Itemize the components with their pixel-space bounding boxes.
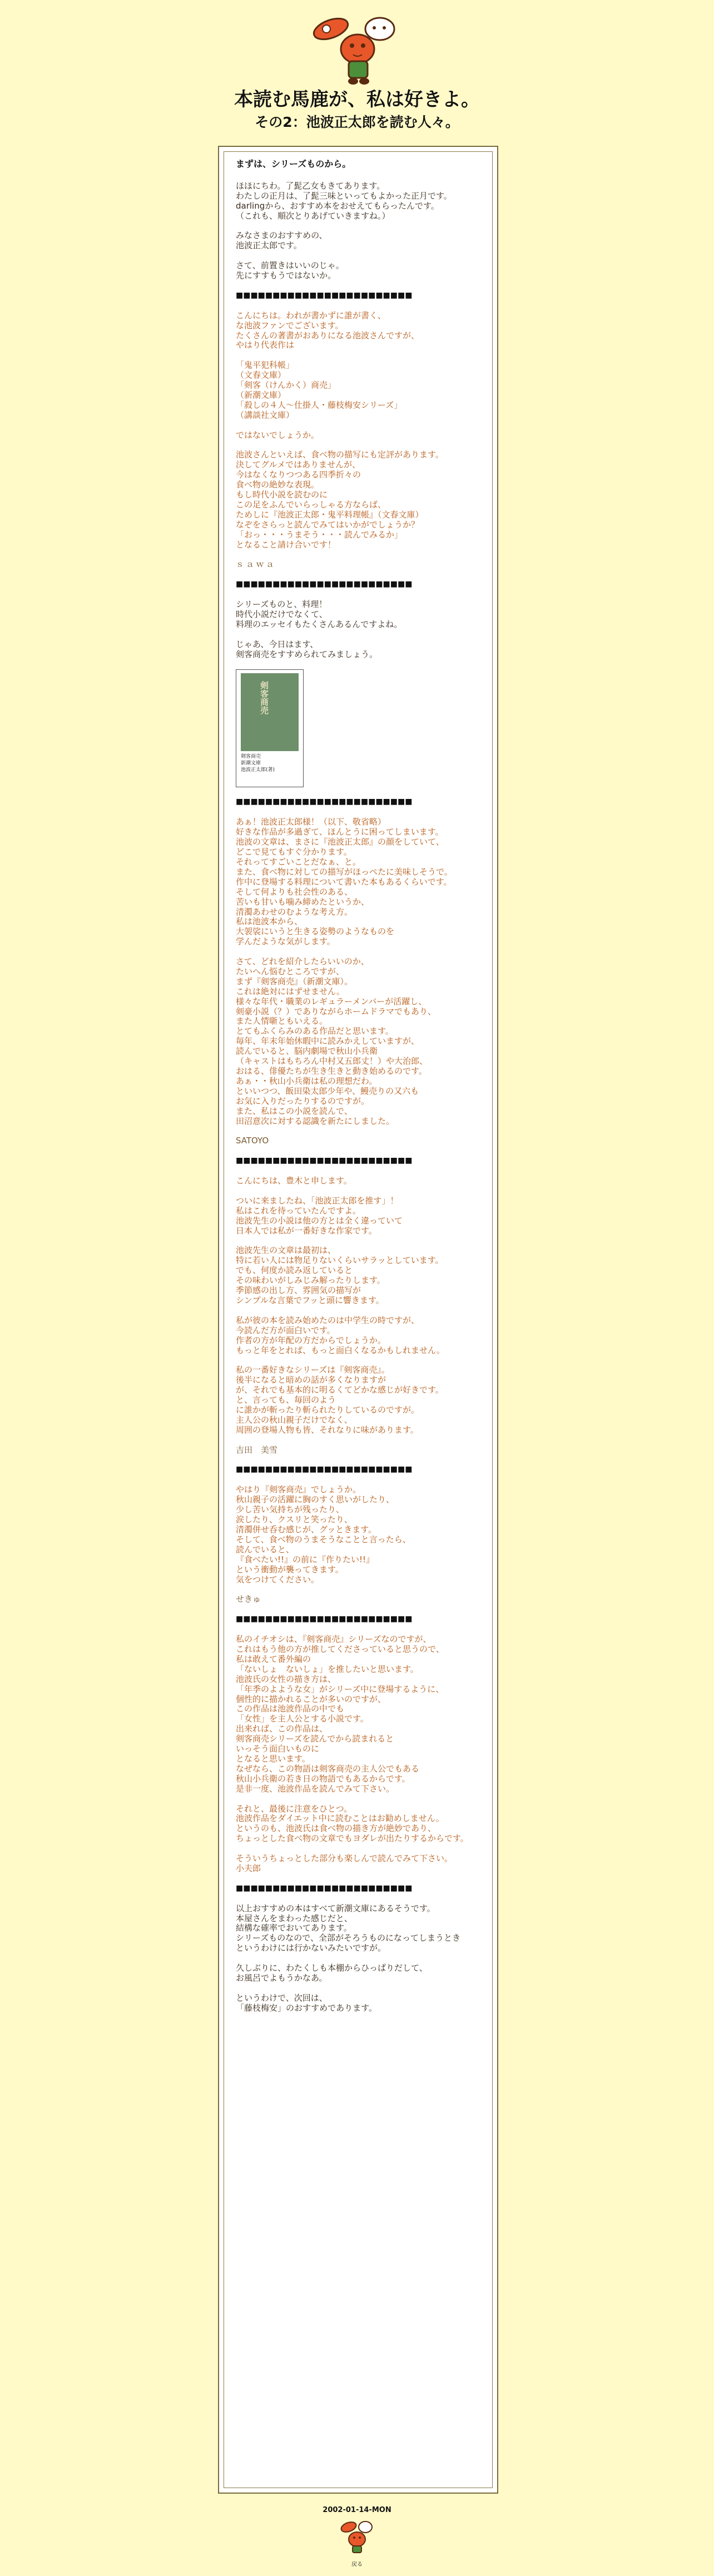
editor-paragraph: ほほにちわ。了髭乙女もきてあります。 わたしの正月は、了髭三味といってもよかった正月です。 darlingから、おすすめ本をおせえてもらったんです。 （これも、順次とりあげていきますね。） bbox=[236, 180, 452, 221]
section-separator: ■■■■■■■■■■■■■■■■■■■■■■■■ bbox=[236, 1156, 413, 1166]
contributor-signature: 吉田 美雪 bbox=[236, 1444, 278, 1455]
reader-comment-paragraph: それと、最後に注意をひとつ。 池波作品をダイエット中に読むことはお勧めしません。 というのも、池波氏は食べ物の描き方が絶妙であり、 ちょっとした食べ物の文章でもヨダレが出たりするからです。 bbox=[236, 1803, 469, 1844]
back-mascot-icon[interactable] bbox=[339, 2518, 375, 2557]
reader-comment-paragraph: あぁ！池波正太郎様！（以下、敬省略） 好きな作品が多過ぎて、ほんとうに困ってしまいます。 池波の文章は、まさに『池波正太郎』の顔をしていて、 どこで見てもすぐ分かります。 それってすごいことだなぁ、と。 また、食べ物に対しての描写がほっぺたに美味しそうで。 作中に登場する料理について書いた本もあるくらいです。 そして何よりも社会性のある、 苦いも甘いも噛み締めたというか、 清濁あわせのむような考え方。 私は池波本から、 大袈裟にいうと生きる姿勢のようなものを 学んだような気がします。 bbox=[236, 817, 453, 947]
editor-paragraph: 以上おすすめの本はすべて新潮文庫にあるそうです。 本屋さんをまわった感じだと、 結構な確率でおいてあります。 シリーズものなので、全部がそろうものになってしまうとき というわけには行かないみたいですが。 bbox=[236, 1903, 460, 1953]
page-subtitle: その2：池波正太郎を読む人々。 bbox=[255, 114, 459, 130]
reader-comment-paragraph: ではないでしょうか。 bbox=[236, 430, 320, 440]
reader-comment-paragraph: 池波先生の文章は最初は、 特に若い人には物足りないくらいサラッとしています。 でも、何度か読み返していると その味わいがしみじみ解ったりします。 季節感の出し方、雰囲気の描写が シンプルな言葉でフッと頭に響きます。 bbox=[236, 1245, 444, 1305]
post-date: 2002-01-14-MON bbox=[323, 2506, 391, 2514]
mascot-illustration bbox=[309, 12, 406, 87]
section-separator: ■■■■■■■■■■■■■■■■■■■■■■■■ bbox=[236, 1465, 413, 1474]
section-separator: ■■■■■■■■■■■■■■■■■■■■■■■■ bbox=[236, 1615, 413, 1624]
reader-comment-paragraph: こんにちは。われが書かずに誰が書く、 な池波ファンでございます。 たくさんの著書がおありになる池波さんですが、 やはり代表作は bbox=[236, 310, 420, 351]
reader-comment-paragraph: こんにちは、豊木と申します。 bbox=[236, 1176, 352, 1186]
article-frame bbox=[218, 146, 498, 2494]
book-cover-image[interactable] bbox=[236, 669, 304, 787]
reader-comment-paragraph: 私が彼の本を読み始めたのは中学生の時ですが、 今読んだ方が面白いです。 作者の方が年配の方だからでしょうか。 もっと年をとれば、もっと面白くなるかもしれません。 bbox=[236, 1315, 445, 1355]
page-title: 本読む馬鹿が、私は好きよ。 bbox=[234, 88, 480, 111]
editor-paragraph: じゃあ、今日はます、 剣客商売をすすめられてみましょう。 bbox=[236, 639, 378, 659]
contributor-signature: ｓａｗａ bbox=[236, 559, 276, 570]
section-heading: まずは、シリーズものから。 bbox=[236, 159, 351, 169]
reader-comment-paragraph: 私の一番好きなシリーズは『剣客商売』。 後半になると暗めの話が多くなりますが が、それでも基本的に明るくてどかな感じが好きです。 と、言っても、毎回のよう に誰かが斬ったり斬られたりしているのですが。 主人公の秋山親子だけでなく、 周囲の登場人物も皆、それなりに味があります。 bbox=[236, 1365, 444, 1435]
section-separator: ■■■■■■■■■■■■■■■■■■■■■■■■ bbox=[236, 580, 413, 589]
reader-comment-paragraph: 池波さんといえば、食べ物の描写にも定評があります。 決してグルメではありませんが、 今はなくなりつつある四季折々の 食べ物の絶妙な表現。 もし時代小説を読むのに この足をふんでいらっしゃる方ならば、 ためしに『池波正太郎・鬼平料理帳』（文春文庫） なぞをさらっと読んでみてはいかがでしょうか？ 「おっ・・・うまそう・・・読んでみるか」 となること請け合いです！ bbox=[236, 450, 444, 550]
section-separator: ■■■■■■■■■■■■■■■■■■■■■■■■ bbox=[236, 797, 413, 807]
reader-comment-paragraph: さて、どれを紹介したらいいのか、 たいへん悩むところですが、 まず『剣客商売』（新潮文庫）。 これは絶対にはずせません。 様々な年代・職業のレギュラーメンバーが活躍し、 剣豪小説（？）でありながらホームドラマでもあり、 また人情噺ともいえる。 とてもふくらみのある作品だと思います。 毎年、年末年始休暇中に読みかえしていますが、 読んでいると、脳内劇場で秋山小兵衛 （キャストはもちろん中村又五郎丈！）や大治郎、 おはる、俳優たちが生き生きと動き始めるのです。 あぁ・・秋山小兵衛は私の理想だわ。 といいつつ、飯田染太郎少年や、鰻売りの又六も お気に入りだったりするのですが。 また、私はこの小説を読んで、 田沼意次に対する認識を新たにしました。 bbox=[236, 956, 437, 1126]
editor-paragraph: シリーズものと、料理！ 時代小説だけでなくて、 料理のエッセイもたくさんあるんですよね。 bbox=[236, 599, 403, 629]
contributor-signature: せきゅ bbox=[236, 1594, 261, 1605]
editor-paragraph: さて、前置きはいいのじゃ。 先にすすもうではないか。 bbox=[236, 260, 344, 281]
book-cover-title: 剣客商売 bbox=[259, 681, 269, 715]
book-caption: 剣客商売 新潮文庫 池波正太郎(著) bbox=[241, 754, 275, 773]
back-link[interactable]: 戻る bbox=[351, 2562, 363, 2568]
editor-paragraph: 久しぶりに、わたくしも本棚からひっぱりだして、 お風呂でよもうかなあ。 bbox=[236, 1963, 428, 1983]
section-separator: ■■■■■■■■■■■■■■■■■■■■■■■■ bbox=[236, 1883, 413, 1893]
contributor-signature: SATOYO bbox=[236, 1136, 269, 1146]
reader-comment-paragraph: やはり『剣客商売』でしょうか。 秋山親子の活躍に胸のすく思いがしたり、 少し苦い気持ちが残ったり、 涙したり、クスリと笑ったり、 清濁併せ呑む感じが、グッときます。 そして、食べ物のうまそうなことと言ったら、 読んでいると、 『食べたい!!』の前に『作りたい!!』 という衝動が襲ってきます。 気をつけてください。 bbox=[236, 1484, 411, 1585]
reader-comment-paragraph: 「鬼平犯科帳」 （文春文庫） 「剣客（けんかく）商売」 （新潮文庫） 「殺しの４人〜仕掛人・藤枝梅安シリーズ」 （講談社文庫） bbox=[236, 360, 403, 420]
reader-comment-paragraph: ついに来ましたね、「池波正太郎を推す」！ 私はこれを待っていたんですよ。 池波先生の小説は他の方とは全く違っていて 日本人では私が一番好きな作家です。 bbox=[236, 1195, 403, 1236]
editor-paragraph: というわけで、次回は、 「藤枝梅安」のおすすめであります。 bbox=[236, 1992, 377, 2013]
reader-comment-paragraph: そういうちょっとした部分も楽しんで読んでみて下さい。 小夫郎 bbox=[236, 1853, 453, 1873]
book-cover-art bbox=[241, 673, 299, 751]
article-content bbox=[236, 159, 480, 2023]
reader-comment-paragraph: 私のイチオシは、『剣客商売』シリーズなのですが、 これはもう他の方が推してくださっていると思うので、 私は敢えて番外編の 「ないしょ ないしょ」を推したいと思います。 池波氏の女性の描き方は、 「年季のよような女」がシリーズ中に登場するように、 個性的に描かれることが多いのですが、 この作品は池波作品の中でも 「女性」を主人公とする小説です。 出来れば、この作品は、 剣客商売シリーズを読んでから読まれると いっそう面白いものに となると思います。 なぜなら、この物語は剣客商売の主人公でもある 秋山小兵衛の若き日の物語でもあるからです。 是非一度、池波作品を読んでみて下さい。 bbox=[236, 1634, 444, 1794]
section-separator: ■■■■■■■■■■■■■■■■■■■■■■■■ bbox=[236, 290, 413, 300]
editor-paragraph: みなさまのおすすめの、 池波正太郎です。 bbox=[236, 230, 328, 251]
